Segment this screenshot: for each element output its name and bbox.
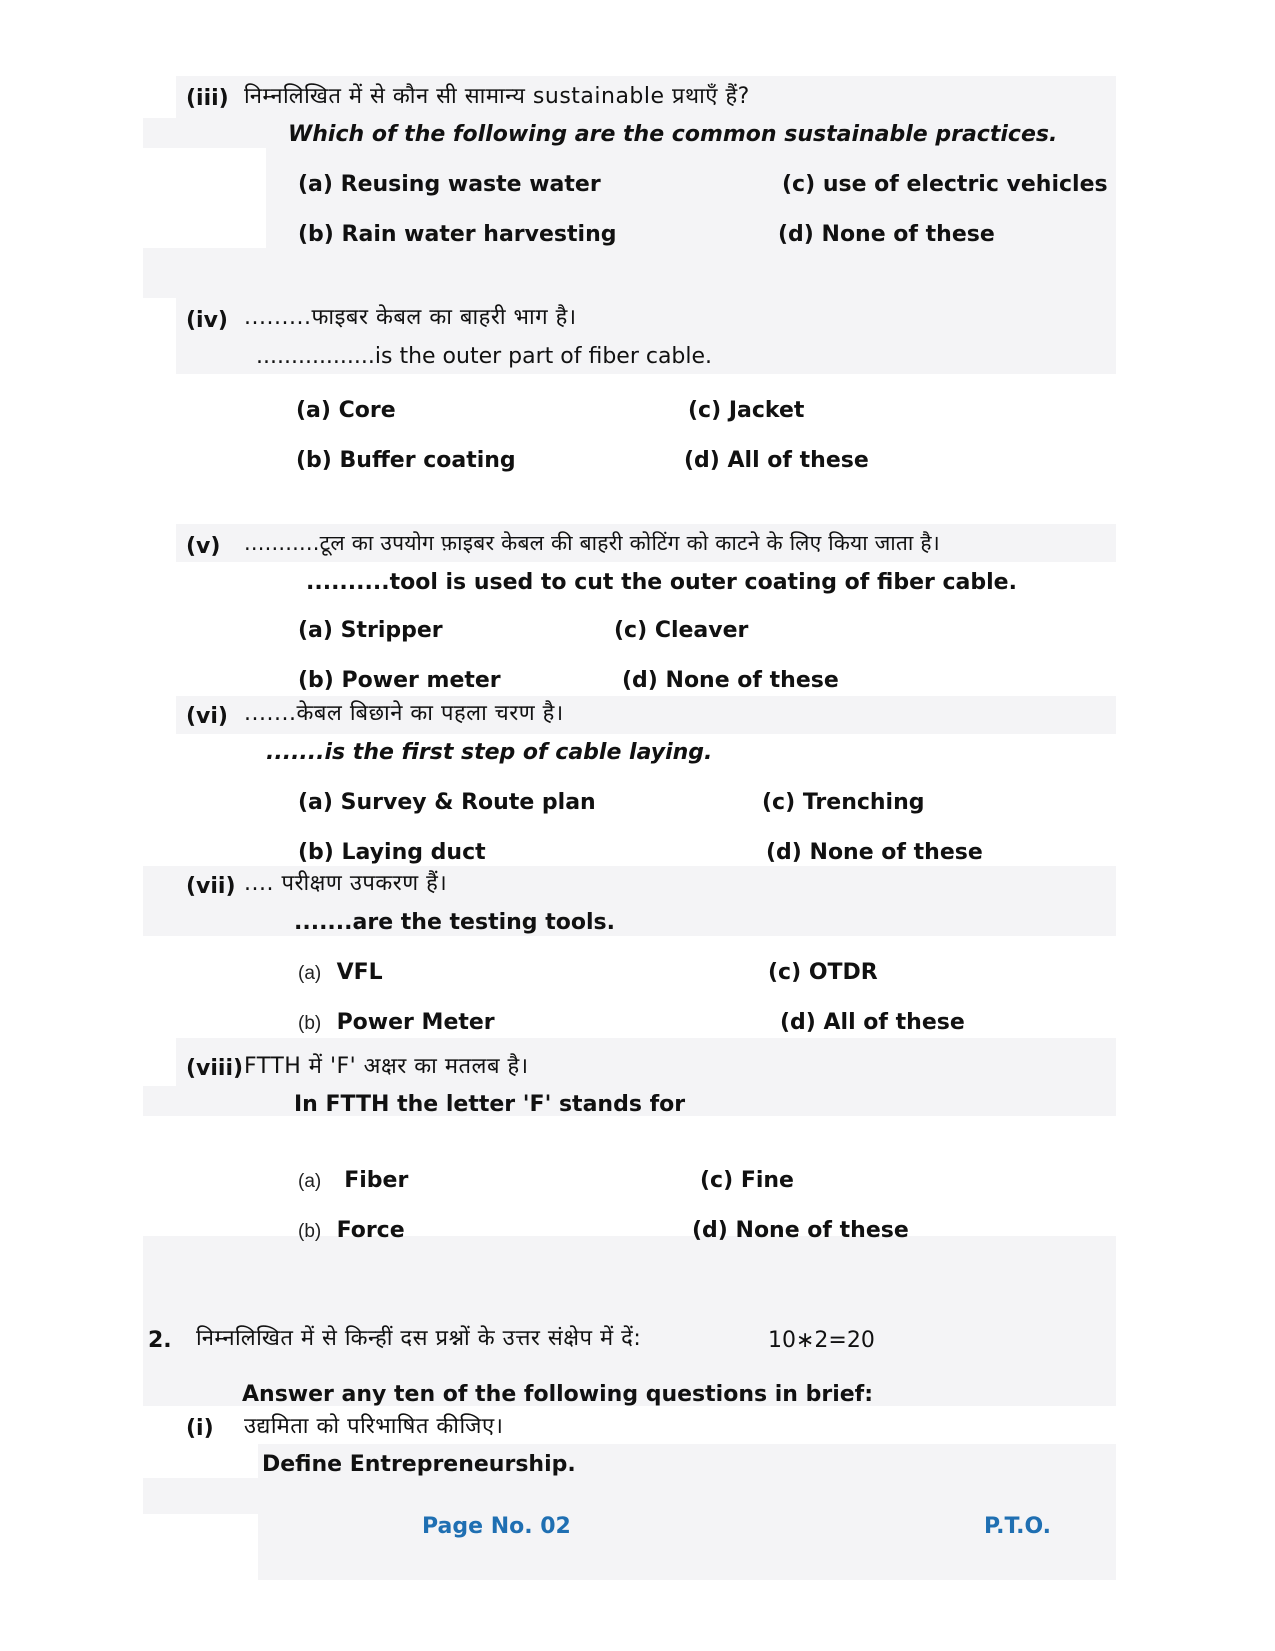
option-label: (c) <box>688 398 722 423</box>
question-english: .......is the first step of cable laying. <box>266 740 713 765</box>
option-label: (c) <box>700 1168 734 1193</box>
option-b <box>298 224 616 246</box>
option-label: (d) <box>778 222 814 247</box>
question-english: Define Entrepreneurship. <box>262 1452 576 1477</box>
option-c <box>614 620 748 642</box>
option-text: Rain water harvesting <box>341 222 617 247</box>
question-hindi: FTTH में 'F' अक्षर का मतलब है। <box>244 1054 529 1079</box>
option-text: Fine <box>740 1168 794 1193</box>
question-number: (iii) <box>186 86 229 111</box>
section-number: 2. <box>148 1328 172 1353</box>
option-label: (c) <box>768 960 802 985</box>
option-text: VFL <box>336 960 383 985</box>
option-text: Cleaver <box>654 618 749 643</box>
option-label: (b) <box>298 840 334 865</box>
question-english: Which of the following are the common sustainable practices. <box>288 122 1058 147</box>
option-label: (a) <box>298 790 333 815</box>
option-a <box>298 792 596 814</box>
question-english: ..........tool is used to cut the outer coating of fiber cable. <box>306 570 1017 595</box>
option-text: Reusing waste water <box>340 172 601 197</box>
question-english: In FTTH the letter 'F' stands for <box>294 1092 686 1117</box>
option-text: use of electric vehicles <box>822 172 1108 197</box>
option-text: None of these <box>821 222 995 247</box>
option-d <box>780 1012 965 1034</box>
option-b <box>298 1012 495 1034</box>
question-hindi: निम्नलिखित में से कौन सी सामान्य sustainable प्रथाएँ हैं? <box>244 84 750 109</box>
question-hindi: उद्यमिता को परिभाषित कीजिए। <box>244 1414 504 1439</box>
option-label: (d) <box>780 1010 816 1035</box>
pto-label: P.T.O. <box>984 1514 1052 1539</box>
option-text: All of these <box>823 1010 965 1035</box>
question-hindi: .......केबल बिछाने का पहला चरण है। <box>244 701 564 726</box>
option-text: None of these <box>665 668 839 693</box>
option-label: (b) <box>296 448 332 473</box>
question-number: (viii) <box>186 1056 244 1081</box>
option-label: (a) <box>298 618 333 643</box>
question-number: (iv) <box>186 308 228 333</box>
question-hindi: .... परीक्षण उपकरण हैं। <box>244 871 448 896</box>
option-c <box>768 962 878 984</box>
option-label: (c) <box>614 618 648 643</box>
option-label: (a) <box>298 963 322 984</box>
question-english: .................is the outer part of fiber cable. <box>256 344 713 369</box>
section-hindi: निम्नलिखित में से किन्हीं दस प्रश्नों के उत्तर संक्षेप में दें: <box>196 1326 642 1351</box>
option-text: Buffer coating <box>339 448 516 473</box>
question-english: .......are the testing tools. <box>294 910 615 935</box>
option-text: Survey & Route plan <box>340 790 596 815</box>
option-label: (d) <box>684 448 720 473</box>
option-b <box>296 450 516 472</box>
option-label: (b) <box>298 1013 322 1034</box>
option-a <box>298 174 601 196</box>
option-text: All of these <box>727 448 869 473</box>
option-label: (a) <box>298 172 333 197</box>
option-label: (d) <box>622 668 658 693</box>
option-text: Fiber <box>344 1168 409 1193</box>
question-number: (v) <box>186 534 221 559</box>
option-label: (b) <box>298 1221 322 1242</box>
option-c <box>782 174 1108 196</box>
question-number: (vii) <box>186 874 236 899</box>
option-text: Force <box>336 1218 405 1243</box>
question-number: (vi) <box>186 704 228 729</box>
option-a <box>298 962 383 984</box>
option-c <box>688 400 804 422</box>
shade-block <box>143 1478 1116 1514</box>
question-number: (i) <box>186 1416 214 1441</box>
option-c <box>762 792 925 814</box>
option-text: Power meter <box>341 668 501 693</box>
option-d <box>622 670 839 692</box>
option-text: Jacket <box>728 398 805 423</box>
option-label: (b) <box>298 668 334 693</box>
option-text: OTDR <box>808 960 878 985</box>
option-b <box>298 842 486 864</box>
option-d <box>692 1220 909 1242</box>
option-text: Stripper <box>340 618 443 643</box>
option-a <box>296 400 396 422</box>
option-d <box>778 224 995 246</box>
option-label: (d) <box>766 840 802 865</box>
option-a <box>298 620 443 642</box>
section-marks: 10∗2=20 <box>768 1328 875 1353</box>
option-b <box>298 670 501 692</box>
section-english: Answer any ten of the following questions in brief: <box>242 1382 874 1407</box>
option-text: None of these <box>809 840 983 865</box>
option-label: (c) <box>782 172 816 197</box>
option-text: Power Meter <box>336 1010 495 1035</box>
option-b <box>298 1220 405 1242</box>
shade-block <box>143 1236 1116 1406</box>
option-label: (a) <box>296 398 331 423</box>
question-hindi: ...........टूल का उपयोग फ़ाइबर केबल की बाहरी कोटिंग को काटने के लिए किया जाता है। <box>244 531 940 555</box>
option-text: Core <box>338 398 396 423</box>
option-d <box>766 842 983 864</box>
option-label: (c) <box>762 790 796 815</box>
option-label: (b) <box>298 222 334 247</box>
option-text: Trenching <box>802 790 925 815</box>
option-text: None of these <box>735 1218 909 1243</box>
page-number: Page No. 02 <box>422 1514 571 1539</box>
option-text: Laying duct <box>341 840 486 865</box>
shade-block <box>143 248 1116 298</box>
option-d <box>684 450 869 472</box>
option-c <box>700 1170 794 1192</box>
option-label: (a) <box>298 1171 322 1192</box>
option-a <box>298 1170 408 1192</box>
option-label: (d) <box>692 1218 728 1243</box>
question-hindi: .........फाइबर केबल का बाहरी भाग है। <box>244 305 577 330</box>
